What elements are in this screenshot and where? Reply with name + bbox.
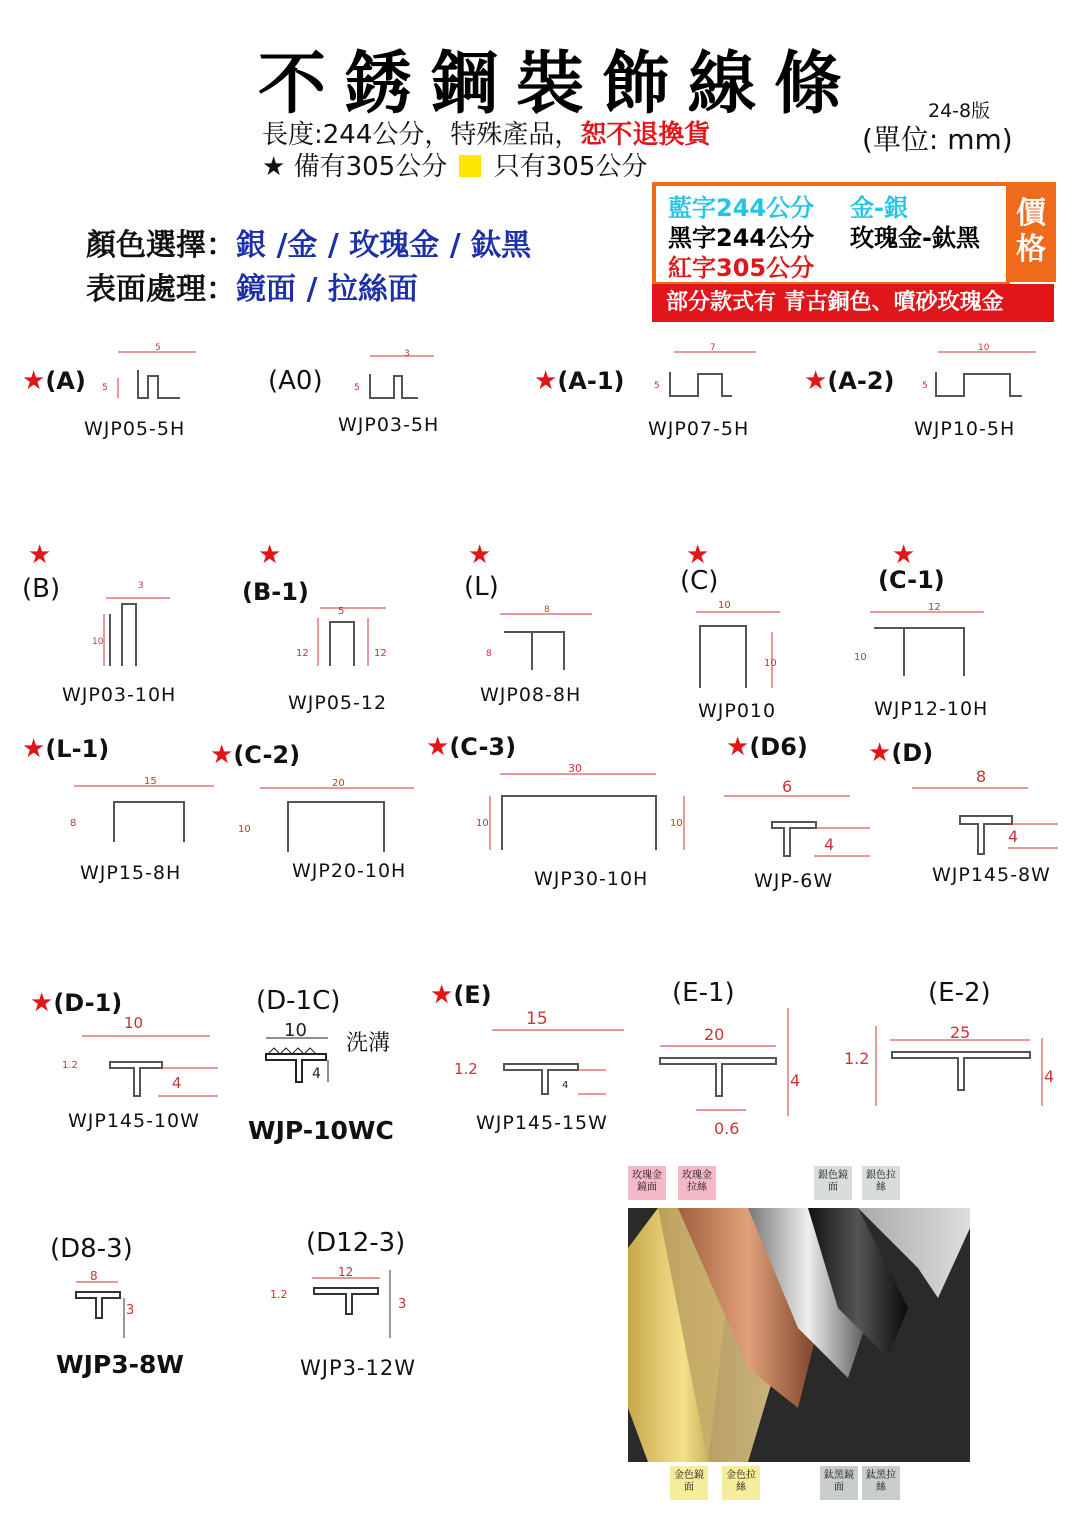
no-return-text: 恕不退換貨 [580,120,711,150]
item-label: ★(C-2) [210,740,301,770]
svg-text:25: 25 [950,1023,971,1042]
item-label: ★(A-1) [534,366,625,396]
item-label: (C-1) [878,566,945,594]
profile-diagram [484,602,594,672]
svg-text:10: 10 [124,1014,144,1032]
svg-text:12: 12 [374,648,387,659]
item-label: ★(D) [868,738,934,768]
item-code: WJP05-5H [84,418,186,440]
swatch-tag: 鈦黑鏡面 [820,1466,858,1500]
svg-text:3: 3 [398,1297,407,1312]
item-label: ★(D-1) [30,988,123,1018]
yellow-square-icon [459,155,481,177]
item-label: (E-2) [928,978,991,1008]
profile-diagram [696,596,786,696]
star-icon: ★ [22,366,46,396]
item-code: WJP12-10H [874,698,989,720]
svg-text:1.2: 1.2 [454,1060,478,1078]
svg-text:12: 12 [296,648,309,659]
item-label: ★(C-3) [426,732,517,762]
item-label: (D-1C) [256,986,341,1016]
yellow-note: 只有305公分 [493,152,648,182]
item-label: (L) [464,572,499,602]
profile-diagram [912,762,1062,858]
svg-text:8: 8 [486,649,492,659]
svg-text:10: 10 [284,1020,307,1041]
surface-treatment [86,264,418,308]
profile-diagram [100,342,200,402]
svg-text:20: 20 [332,778,345,789]
item-code: WJP145-10W [68,1110,200,1132]
svg-text:4: 4 [312,1066,321,1082]
profile-diagram [236,776,416,856]
svg-text:4: 4 [824,835,835,854]
svg-text:3: 3 [404,349,410,359]
item-code: WJP145-15W [476,1112,608,1134]
svg-text:20: 20 [704,1025,725,1044]
item-label: (A0) [268,366,323,396]
svg-text:12: 12 [928,602,941,613]
item-label: (E-1) [672,978,735,1008]
item-label: (C) [680,566,719,596]
item-code: WJP-6W [754,870,834,892]
swatch-tag: 金色拉絲 [722,1466,760,1500]
item-code: WJP10-5H [914,418,1016,440]
svg-text:6: 6 [782,777,793,796]
svg-text:5: 5 [338,606,345,617]
profile-diagram [72,1268,152,1344]
item-label: ★(A-2) [804,366,895,396]
svg-text:5: 5 [922,381,928,391]
item-code: WJP15-8H [80,862,182,884]
item-code: WJP20-10H [292,860,407,882]
star-icon: ★ [210,740,234,770]
svg-text:8: 8 [976,767,987,786]
product-photo [628,1208,970,1462]
price-black: 黑字244公分 [668,224,815,252]
svg-text:8: 8 [70,818,77,829]
profile-diagram [262,1020,342,1090]
item-code: WJP03-5H [338,414,440,436]
svg-text:4: 4 [1008,827,1019,846]
svg-text:1.2: 1.2 [62,1060,78,1071]
surface-label: 表面處理： [86,272,236,307]
profile-diagram [452,1008,632,1100]
svg-text:10: 10 [238,824,251,835]
svg-text:3: 3 [126,1303,135,1318]
svg-text:5: 5 [102,383,108,393]
swatch-tag: 銀色鏡面 [814,1166,852,1200]
price-tag: 價格 [1006,182,1056,282]
item-code: WJP3-8W [56,1350,184,1379]
star-icon: ★ [892,540,916,570]
profile-diagram [840,1016,1060,1116]
star-icon: ★ [426,732,450,762]
svg-text:10: 10 [670,818,683,829]
star-icon: ★ [686,540,710,570]
color-selection [86,220,531,264]
star-icon: ★ [534,366,558,396]
star-icon: ★ [258,540,282,570]
color-values: 銀 /金 / 玫瑰金 / 鈦黑 [236,228,532,263]
profile-diagram [268,1262,418,1342]
svg-text:4: 4 [790,1071,801,1090]
product-photo-illustration [628,1208,970,1462]
profile-diagram [68,772,218,852]
unit-label: (單位: mm) [862,123,1013,156]
item-code: WJP010 [698,700,777,722]
profile-diagram [58,1010,218,1100]
item-code: WJP07-5H [648,418,750,440]
grooved-note: 洗溝 [346,1031,391,1056]
item-code: WJP30-10H [534,868,649,890]
price-legend-box [652,182,1010,286]
profile-diagram [290,594,400,674]
svg-text:10: 10 [718,600,731,611]
svg-text:5: 5 [155,343,161,353]
svg-text:30: 30 [568,762,582,775]
length-text: 長度:244公分，特殊產品， [262,120,581,150]
swatch-tag: 玫瑰金鏡面 [628,1166,666,1200]
item-label: ★(D6) [726,732,808,762]
svg-text:4: 4 [562,1080,569,1091]
version-label: 24-8版 [928,100,991,122]
page-title: 不銹鋼裝飾線條 [258,45,861,124]
item-label: ★(A) [22,366,86,396]
star-icon: ★ [28,540,52,570]
star-icon: ★ [726,732,750,762]
svg-text:10: 10 [476,818,489,829]
star-icon: ★ [430,980,454,1010]
item-code: WJP-10WC [248,1116,394,1145]
item-label: (D12-3) [306,1228,406,1258]
star-icon: ★ [804,366,828,396]
svg-text:1.2: 1.2 [270,1288,288,1301]
item-code: WJP145-8W [932,864,1051,886]
price-gold-silver: 金-銀 [850,194,908,222]
svg-text:10: 10 [854,652,867,663]
variant-bar: 部分款式有 青古銅色、噴砂玫瑰金 [652,284,1054,322]
svg-text:12: 12 [338,1265,354,1279]
star-icon: ★ [468,540,492,570]
item-code: WJP08-8H [480,684,582,706]
profile-diagram [850,596,990,686]
svg-text:8: 8 [90,1269,98,1283]
profile-diagram [656,1006,806,1136]
price-rose-black: 玫瑰金-鈦黑 [850,224,980,252]
profile-diagram [460,760,690,856]
color-label: 顏色選擇： [86,228,236,263]
profile-diagram [650,342,760,402]
availability-note [262,146,647,183]
svg-text:10: 10 [764,658,777,669]
swatch-tag: 玫瑰金拉絲 [678,1166,716,1200]
svg-text:15: 15 [144,776,157,787]
svg-text:5: 5 [654,381,660,391]
svg-text:0.6: 0.6 [714,1119,740,1138]
star-note: ★ 備有305公分 [262,152,448,182]
item-label: (B-1) [242,578,309,606]
profile-diagram [918,342,1038,402]
swatch-tag: 鈦黑拉絲 [862,1466,900,1500]
profile-diagram [86,574,176,670]
swatch-tag: 金色鏡面 [670,1466,708,1500]
svg-text:15: 15 [526,1009,548,1029]
item-label: (D8-3) [50,1234,133,1264]
item-code: WJP03-10H [62,684,177,706]
item-label: ★(E) [430,980,492,1010]
star-icon: ★ [868,738,892,768]
svg-text:4: 4 [1044,1067,1055,1086]
svg-text:10: 10 [978,343,990,353]
price-blue: 藍字244公分 [668,194,815,222]
item-code: WJP3-12W [300,1356,417,1380]
svg-text:1.2: 1.2 [844,1049,870,1068]
item-label: (B) [22,574,61,604]
star-icon: ★ [30,988,54,1018]
profile-diagram [724,774,874,860]
svg-text:7: 7 [710,343,716,353]
swatch-tag: 銀色拉絲 [862,1166,900,1200]
svg-text:8: 8 [544,605,550,615]
svg-text:3: 3 [138,581,144,591]
item-code: WJP05-12 [288,692,388,714]
item-label: ★(L-1) [22,734,110,764]
surface-values: 鏡面 / 拉絲面 [236,272,418,307]
svg-text:5: 5 [354,383,360,393]
price-red: 紅字305公分 [668,254,815,282]
svg-text:4: 4 [172,1074,182,1092]
svg-text:10: 10 [92,637,104,647]
star-icon: ★ [22,734,46,764]
profile-diagram [350,346,440,402]
